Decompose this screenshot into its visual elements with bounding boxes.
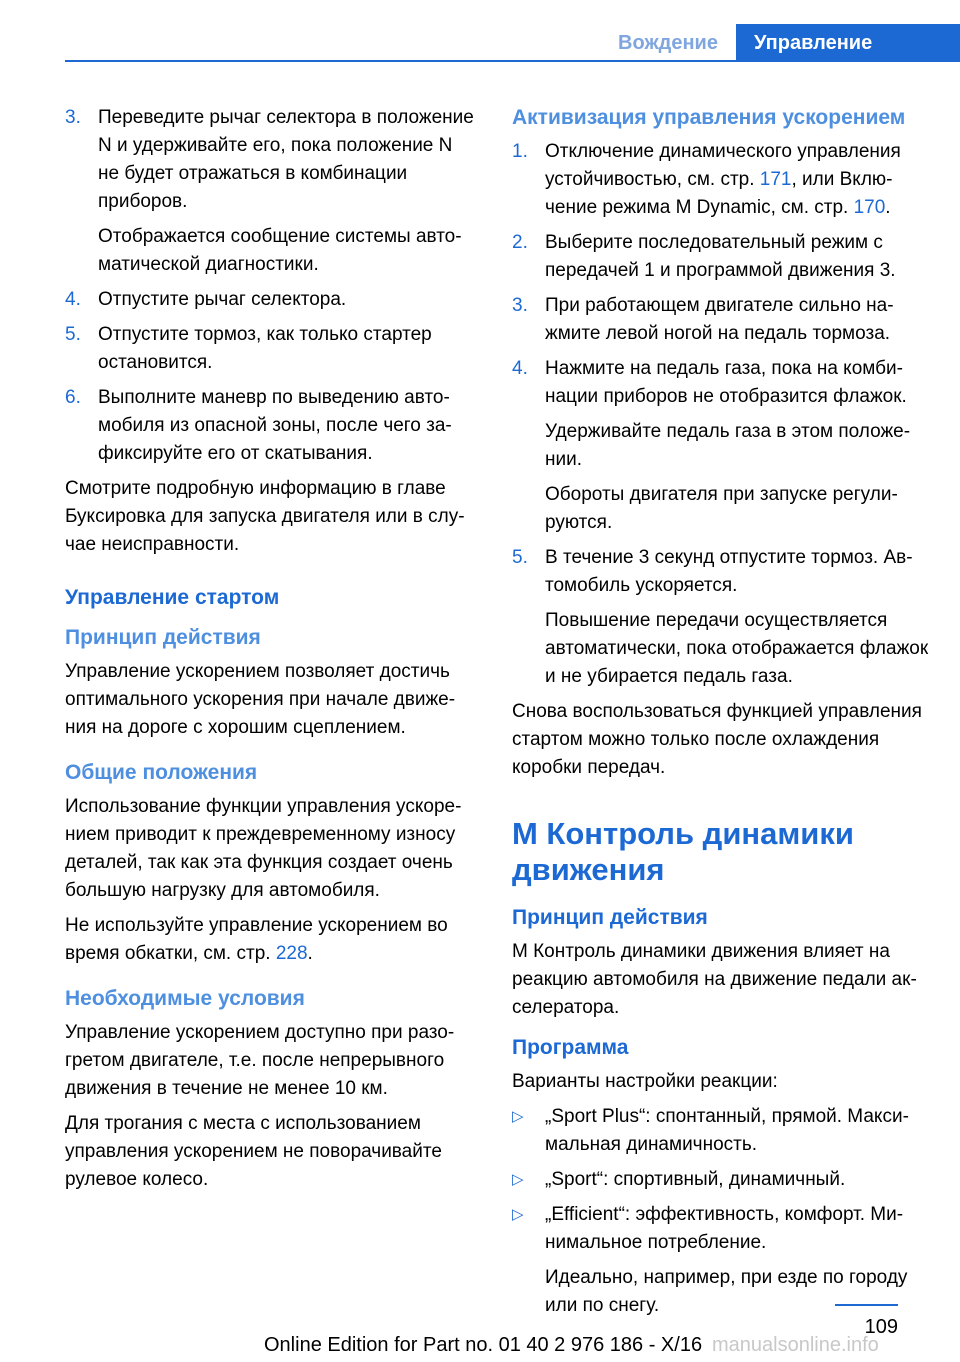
break-in-text: Не используйте управление ускорением во время обкатки, см. стр. xyxy=(65,915,448,964)
left-column xyxy=(65,104,477,1201)
step-number: 3. xyxy=(512,295,528,316)
step-text: Удерживайте педаль газа в этом положении. xyxy=(545,421,911,470)
list-item-text: „Efficient“: эффективность, комфорт. Минимальное потребление. xyxy=(545,1204,904,1253)
conditions-paragraph: Управление ускорением доступно при разогретом двигателе, т.е. после непрерывного движения в течение не менее 10 км. xyxy=(65,1022,455,1099)
tab-chapter-controls[interactable]: Управление xyxy=(736,24,960,62)
footer-rule xyxy=(835,1304,898,1306)
general-paragraph: Использование функции управления ускорением приводит к преждевременному износу деталей, так как эта функция создает очень большую нагрузку для автомобиля. xyxy=(65,796,462,901)
step-item xyxy=(512,292,932,348)
step-number: 2. xyxy=(512,232,528,253)
step-text: Повышение передачи осуществляется автоматически, пока отображается флажок и не убирается педаль газа. xyxy=(545,610,929,687)
step-number: 6. xyxy=(65,387,81,408)
page-link-228[interactable]: 228 xyxy=(275,943,308,964)
header-rule xyxy=(65,60,960,62)
program-intro: Варианты настройки реакции: xyxy=(512,1071,778,1092)
mdc-heading: M Контроль динамики движения xyxy=(512,816,854,887)
page-link-170[interactable]: 170 xyxy=(853,197,886,218)
page-link-171[interactable]: 171 xyxy=(759,169,792,190)
step-number: 4. xyxy=(512,358,528,379)
list-item xyxy=(512,1166,932,1194)
step-item xyxy=(512,229,932,285)
step-text: Обороты двигателя при запуске регулируются. xyxy=(545,484,898,533)
step-text: Переведите рычаг селектора в положение N и удерживайте его, пока положение N не будет отражаться в комбинации приборов. xyxy=(98,107,474,212)
step-item xyxy=(512,138,932,222)
step-text: При работающем двигателе сильно нажмите левой ногой на педаль тормоза. xyxy=(545,295,894,344)
step-text: Нажмите на педаль газа, пока на комбинации приборов не отобразится флажок. xyxy=(545,358,907,407)
activation-heading: Активизация управления ускорением xyxy=(512,106,906,129)
step-item xyxy=(65,321,477,377)
step-text-part: . xyxy=(885,197,891,218)
break-in-tail: . xyxy=(307,943,313,964)
step-text-part: Отключение динамического управления устойчивостью, см. стр. xyxy=(545,141,901,190)
step-number: 5. xyxy=(512,547,528,568)
step-item xyxy=(65,104,477,279)
list-item-text: „Sport Plus“: спонтанный, прямой. Максимальная динамичность. xyxy=(545,1106,909,1155)
see-more-paragraph: Смотрите подробную информацию в главе Буксировка для запуска двигателя или в случае неисправности. xyxy=(65,478,465,555)
step-text: Выполните маневр по выведению автомобиля из опасной зоны, после чего зафиксируйте его от скатывания. xyxy=(98,387,452,464)
list-item-text: „Sport“: спортивный, динамичный. xyxy=(545,1169,846,1190)
step-text: В течение 3 секунд отпустите тормоз. Автомобиль ускоряется. xyxy=(545,547,913,596)
step-number: 3. xyxy=(65,107,81,128)
step-text xyxy=(545,138,932,222)
again-paragraph: Снова воспользоваться функцией управления стартом можно только после охлаждения коробки передач. xyxy=(512,701,922,778)
edition-footer: Online Edition for Part no. 01 40 2 976 186 - X/16 xyxy=(264,1334,703,1356)
triangle-bullet-icon: ▷ xyxy=(512,1206,524,1223)
mdc-principle-heading: Принцип действия xyxy=(512,906,708,929)
program-heading: Программа xyxy=(512,1036,629,1059)
watermark: manualsonline.info xyxy=(712,1334,879,1356)
mdc-principle-paragraph: M Контроль динамики движения влияет на реакцию автомобиля на движение педали акселератора. xyxy=(512,941,917,1018)
step-number: 5. xyxy=(65,324,81,345)
step-item xyxy=(512,544,932,691)
list-item-text: Идеально, например, при езде по городу или по снегу. xyxy=(545,1267,908,1316)
list-item xyxy=(512,1201,932,1320)
tab-section-driving[interactable]: Вождение xyxy=(618,31,718,54)
step-number: 1. xyxy=(512,141,528,162)
step-item xyxy=(65,384,477,468)
principle-paragraph: Управление ускорением позволяет достичь оптимального ускорения при начале движения на дороге с хорошим сцеплением. xyxy=(65,661,456,738)
right-column xyxy=(512,104,932,1327)
step-item xyxy=(65,286,477,314)
step-text: Выберите последовательный режим с передачей 1 и программой движения 3. xyxy=(545,232,896,281)
step-text: Отпустите рычаг селектора. xyxy=(98,289,347,310)
step-text: Отображается сообщение системы автоматической диагностики. xyxy=(98,226,462,275)
page-number: 109 xyxy=(864,1316,898,1338)
triangle-bullet-icon: ▷ xyxy=(512,1171,524,1188)
triangle-bullet-icon: ▷ xyxy=(512,1108,524,1125)
conditions-heading: Необходимые условия xyxy=(65,987,305,1010)
steering-paragraph: Для трогания с места с использованием управления ускорением не поворачивайте рулевое колесо. xyxy=(65,1113,442,1190)
general-heading: Общие положения xyxy=(65,761,258,784)
break-in-paragraph xyxy=(65,912,477,968)
launch-control-heading: Управление стартом xyxy=(65,586,280,609)
step-text-part: , или Включение режима M Dynamic, см. стр. xyxy=(545,169,893,218)
list-item xyxy=(512,1103,932,1159)
step-item xyxy=(512,355,932,537)
step-number: 4. xyxy=(65,289,81,310)
step-text: Отпустите тормоз, как только стартер остановится. xyxy=(98,324,432,373)
principle-heading: Принцип действия xyxy=(65,626,261,649)
